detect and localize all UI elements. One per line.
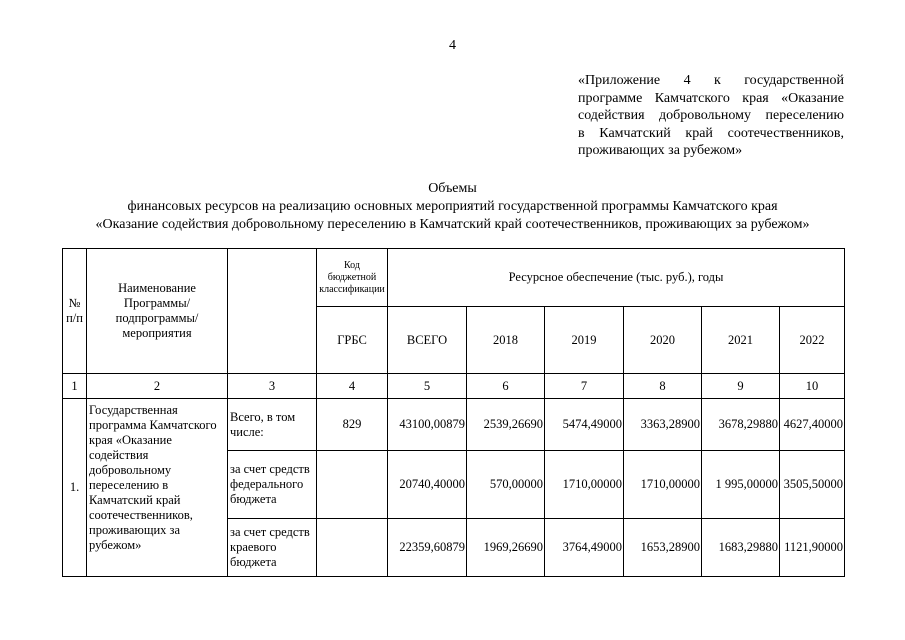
header-name: Наименование Программы/ подпрограммы/ мероприятия: [87, 249, 228, 374]
appendix-heading: [578, 72, 844, 160]
appendix-line: программе Камчатского края «Оказание: [578, 90, 844, 106]
page-number: 4: [449, 38, 456, 53]
header-grbs: ГРБС: [317, 307, 388, 374]
year-value: 3678,29880: [702, 399, 780, 451]
year-value: 570,00000: [467, 451, 545, 519]
header-num: № п/п: [63, 249, 87, 374]
header-year: 2019: [545, 307, 624, 374]
appendix-line: содействия добровольному переселению: [578, 108, 844, 123]
header-resources: Ресурсное обеспечение (тыс. руб.), годы: [388, 249, 845, 307]
funding-source-label: Всего, в том числе:: [228, 399, 317, 451]
column-number: 4: [317, 374, 388, 399]
row-num: 1.: [63, 399, 87, 577]
grbs-code: 829: [317, 399, 388, 451]
year-value: 3363,28900: [624, 399, 702, 451]
year-value: 3764,49000: [545, 519, 624, 577]
total-value: 22359,60879: [388, 519, 467, 577]
grbs-code: [317, 519, 388, 577]
year-value: 3505,50000: [780, 451, 845, 519]
funding-source-label: за счет средств краевого бюджета: [228, 519, 317, 577]
funding-source-label: за счет средств федерального бюджета: [228, 451, 317, 519]
year-value: 1 995,00000: [702, 451, 780, 519]
appendix-line: «Приложение 4 к государственной: [578, 73, 844, 88]
document-title: [0, 180, 905, 234]
year-value: 1653,28900: [624, 519, 702, 577]
budget-table: [62, 248, 845, 577]
appendix-line: проживающих за рубежом»: [578, 143, 743, 158]
header-year: 2018: [467, 307, 545, 374]
program-name: Государственная программа Камчатского края «Оказание содействия добровольному переселению в Камчатский край соотечественников, проживающих за рубежом»: [87, 399, 228, 577]
year-value: 1710,00000: [624, 451, 702, 519]
year-value: 1969,26690: [467, 519, 545, 577]
header-row-1: [63, 249, 845, 307]
column-number: 2: [87, 374, 228, 399]
column-number: 10: [780, 374, 845, 399]
title-line-3: «Оказание содействия добровольному переселению в Камчатский край соотечественников, проживающих за рубежом»: [95, 217, 810, 232]
column-number: 6: [467, 374, 545, 399]
column-number: 5: [388, 374, 467, 399]
year-value: 5474,49000: [545, 399, 624, 451]
column-number: 9: [702, 374, 780, 399]
total-value: 20740,40000: [388, 451, 467, 519]
data-row-total: [63, 399, 845, 451]
year-value: 2539,26690: [467, 399, 545, 451]
year-value: 1710,00000: [545, 451, 624, 519]
column-number-row: [63, 374, 845, 399]
header-total: ВСЕГО: [388, 307, 467, 374]
header-code: Код бюджетной классификации: [317, 249, 388, 307]
column-number: 7: [545, 374, 624, 399]
header-year: 2022: [780, 307, 845, 374]
title-line-2: финансовых ресурсов на реализацию основных мероприятий государственной программы Камчатского края: [127, 199, 778, 214]
total-value: 43100,00879: [388, 399, 467, 451]
header-year: 2020: [624, 307, 702, 374]
year-value: 1121,90000: [780, 519, 845, 577]
appendix-line: в Камчатский край соотечественников,: [578, 125, 844, 141]
title-line-1: Объемы: [428, 181, 477, 196]
header-blank: [228, 249, 317, 374]
year-value: 4627,40000: [780, 399, 845, 451]
year-value: 1683,29880: [702, 519, 780, 577]
column-number: 3: [228, 374, 317, 399]
header-year: 2021: [702, 307, 780, 374]
column-number: 1: [63, 374, 87, 399]
grbs-code: [317, 451, 388, 519]
column-number: 8: [624, 374, 702, 399]
